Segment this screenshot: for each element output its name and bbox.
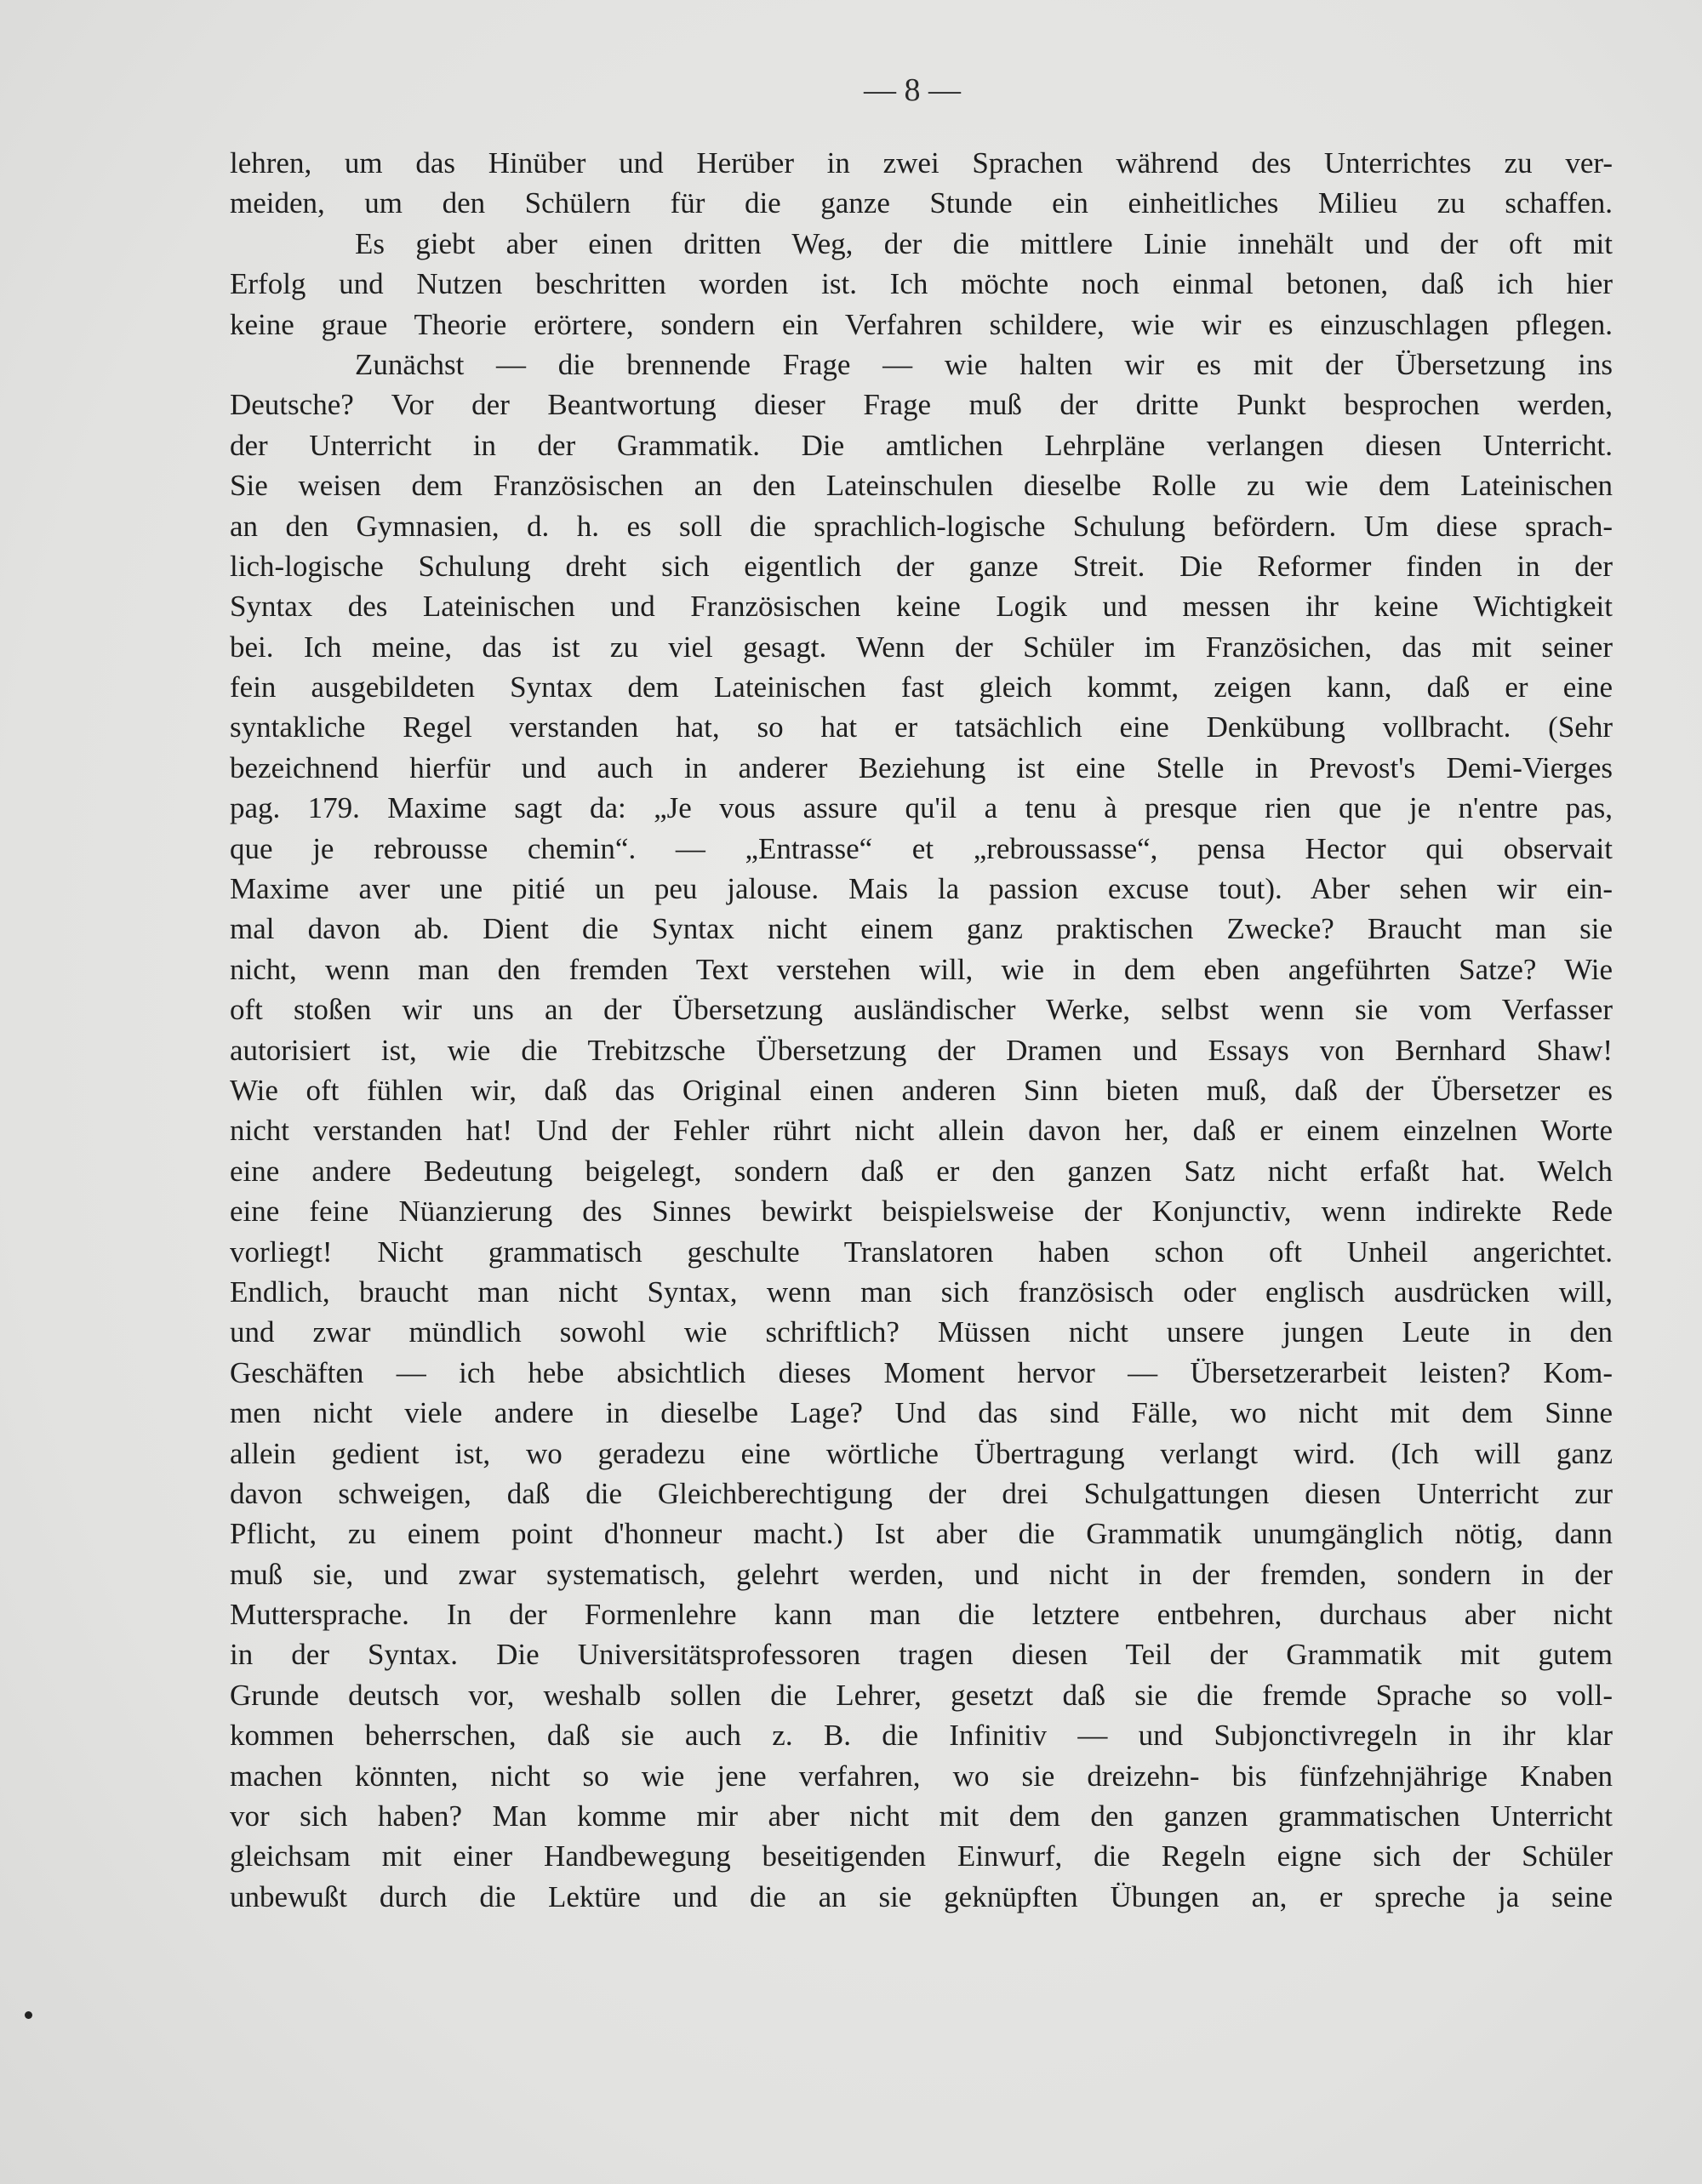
text-line: an den Gymnasien, d. h. es soll die sprachlich-logische Schulung befördern. Um diese sprach- (230, 509, 1613, 543)
text-line: nicht verstanden hat! Und der Fehler rührt nicht allein davon her, daß er einem einzelnen Worte (230, 1114, 1613, 1148)
text-line: Maxime aver une pitié un peu jalouse. Mais la passion excuse tout). Aber sehen wir ein- (230, 872, 1613, 906)
text-line: Erfolg und Nutzen beschritten worden ist. Ich möchte noch einmal betonen, daß ich hier (230, 267, 1613, 301)
text-line: muß sie, und zwar systematisch, gelehrt werden, und nicht in der fremden, sondern in der (230, 1557, 1613, 1591)
page-number: — 8 — (864, 72, 961, 108)
text-line: syntakliche Regel verstanden hat, so hat er tatsächlich eine Denkübung vollbracht. (Sehr (230, 710, 1613, 744)
text-line: Deutsche? Vor der Beantwortung dieser Frage muß der dritte Punkt besprochen werden, (230, 388, 1613, 422)
text-line: bei. Ich meine, das ist zu viel gesagt. Wenn der Schüler im Französichen, das mit seiner (230, 630, 1613, 664)
body-text (230, 143, 1613, 1917)
text-line: machen könnten, nicht so wie jene verfahren, wo sie dreizehn- bis fünfzehnjährige Knaben (230, 1759, 1613, 1793)
text-line: davon schweigen, daß die Gleichberechtigung der drei Schulgattungen diesen Unterricht zur (230, 1476, 1613, 1510)
ink-speck (25, 2011, 32, 2019)
text-line: der Unterricht in der Grammatik. Die amtlichen Lehrpläne verlangen diesen Unterricht. (230, 428, 1613, 462)
text-line: fein ausgebildeten Syntax dem Lateinischen fast gleich kommt, zeigen kann, daß er eine (230, 670, 1613, 704)
text-line: Zunächst — die brennende Frage — wie halten wir es mit der Übersetzung ins (355, 347, 1613, 381)
text-line: eine feine Nüanzierung des Sinnes bewirkt beispielsweise der Konjunctiv, wenn indirekte Rede (230, 1195, 1613, 1229)
text-line: pag. 179. Maxime sagt da: „Je vous assure qu'il a tenu à presque rien que je n'entre pas, (230, 791, 1613, 825)
text-line: nicht, wenn man den fremden Text verstehen will, wie in dem eben angeführten Satze? Wie (230, 952, 1613, 986)
text-line: keine graue Theorie erörtere, sondern ein Verfahren schildere, wie wir es einzuschlagen pflegen. (230, 307, 1613, 341)
text-line: meiden, um den Schülern für die ganze Stunde ein einheitliches Milieu zu schaffen. (230, 186, 1613, 220)
text-line: Pflicht, zu einem point d'honneur macht.) Ist aber die Grammatik unumgänglich nötig, dann (230, 1517, 1613, 1551)
text-line: bezeichnend hierfür und auch in anderer Beziehung ist eine Stelle in Prevost's Demi-Vierges (230, 750, 1613, 784)
text-line: vorliegt! Nicht grammatisch geschulte Translatoren haben schon oft Unheil angerichtet. (230, 1235, 1613, 1269)
text-line: lehren, um das Hinüber und Herüber in zwei Sprachen während des Unterrichtes zu ver- (230, 146, 1613, 180)
text-line: que je rebrousse chemin“. — „Entrasse“ et „rebroussasse“, pensa Hector qui observait (230, 831, 1613, 865)
text-line: Es giebt aber einen dritten Weg, der die mittlere Linie innehält und der oft mit (355, 226, 1613, 260)
text-line: Sie weisen dem Französischen an den Lateinschulen dieselbe Rolle zu wie dem Lateinischen (230, 469, 1613, 503)
text-line: gleichsam mit einer Handbewegung beseitigenden Einwurf, die Regeln eigne sich der Schüler (230, 1839, 1613, 1873)
text-line: in der Syntax. Die Universitätsprofessoren tragen diesen Teil der Grammatik mit gutem (230, 1638, 1613, 1672)
text-line: Grunde deutsch vor, weshalb sollen die Lehrer, gesetzt daß sie die fremde Sprache so voll- (230, 1678, 1613, 1712)
text-line: unbewußt durch die Lektüre und die an sie geknüpften Übungen an, er spreche ja seine (230, 1879, 1613, 1913)
text-line: und zwar mündlich sowohl wie schriftlich? Müssen nicht unsere jungen Leute in den (230, 1315, 1613, 1349)
text-line: Wie oft fühlen wir, daß das Original einen anderen Sinn bieten muß, daß der Übersetzer es (230, 1073, 1613, 1107)
text-line: kommen beherrschen, daß sie auch z. B. die Infinitiv — und Subjonctivregeln in ihr klar (230, 1719, 1613, 1753)
text-line: Muttersprache. In der Formenlehre kann man die letztere entbehren, durchaus aber nicht (230, 1598, 1613, 1632)
text-line: oft stoßen wir uns an der Übersetzung ausländischer Werke, selbst wenn sie vom Verfasser (230, 993, 1613, 1027)
text-line: allein gedient ist, wo geradezu eine wörtliche Übertragung verlangt wird. (Ich will ganz (230, 1436, 1613, 1470)
text-line: eine andere Bedeutung beigelegt, sondern daß er den ganzen Satz nicht erfaßt hat. Welch (230, 1154, 1613, 1188)
text-line: Geschäften — ich hebe absichtlich dieses Moment hervor — Übersetzerarbeit leisten? Kom- (230, 1355, 1613, 1389)
text-line: vor sich haben? Man komme mir aber nicht mit dem den ganzen grammatischen Unterricht (230, 1799, 1613, 1833)
text-line: mal davon ab. Dient die Syntax nicht einem ganz praktischen Zwecke? Braucht man sie (230, 912, 1613, 946)
text-line: Syntax des Lateinischen und Französischen keine Logik und messen ihr keine Wichtigkeit (230, 590, 1613, 624)
text-line: Endlich, braucht man nicht Syntax, wenn man sich französisch oder englisch ausdrücken will, (230, 1274, 1613, 1309)
text-line: autorisiert ist, wie die Trebitzsche Übersetzung der Dramen und Essays von Bernhard Shaw! (230, 1033, 1613, 1067)
text-line: men nicht viele andere in dieselbe Lage? Und das sind Fälle, wo nicht mit dem Sinne (230, 1396, 1613, 1430)
text-line: lich-logische Schulung dreht sich eigentlich der ganze Streit. Die Reformer finden in der (230, 549, 1613, 583)
